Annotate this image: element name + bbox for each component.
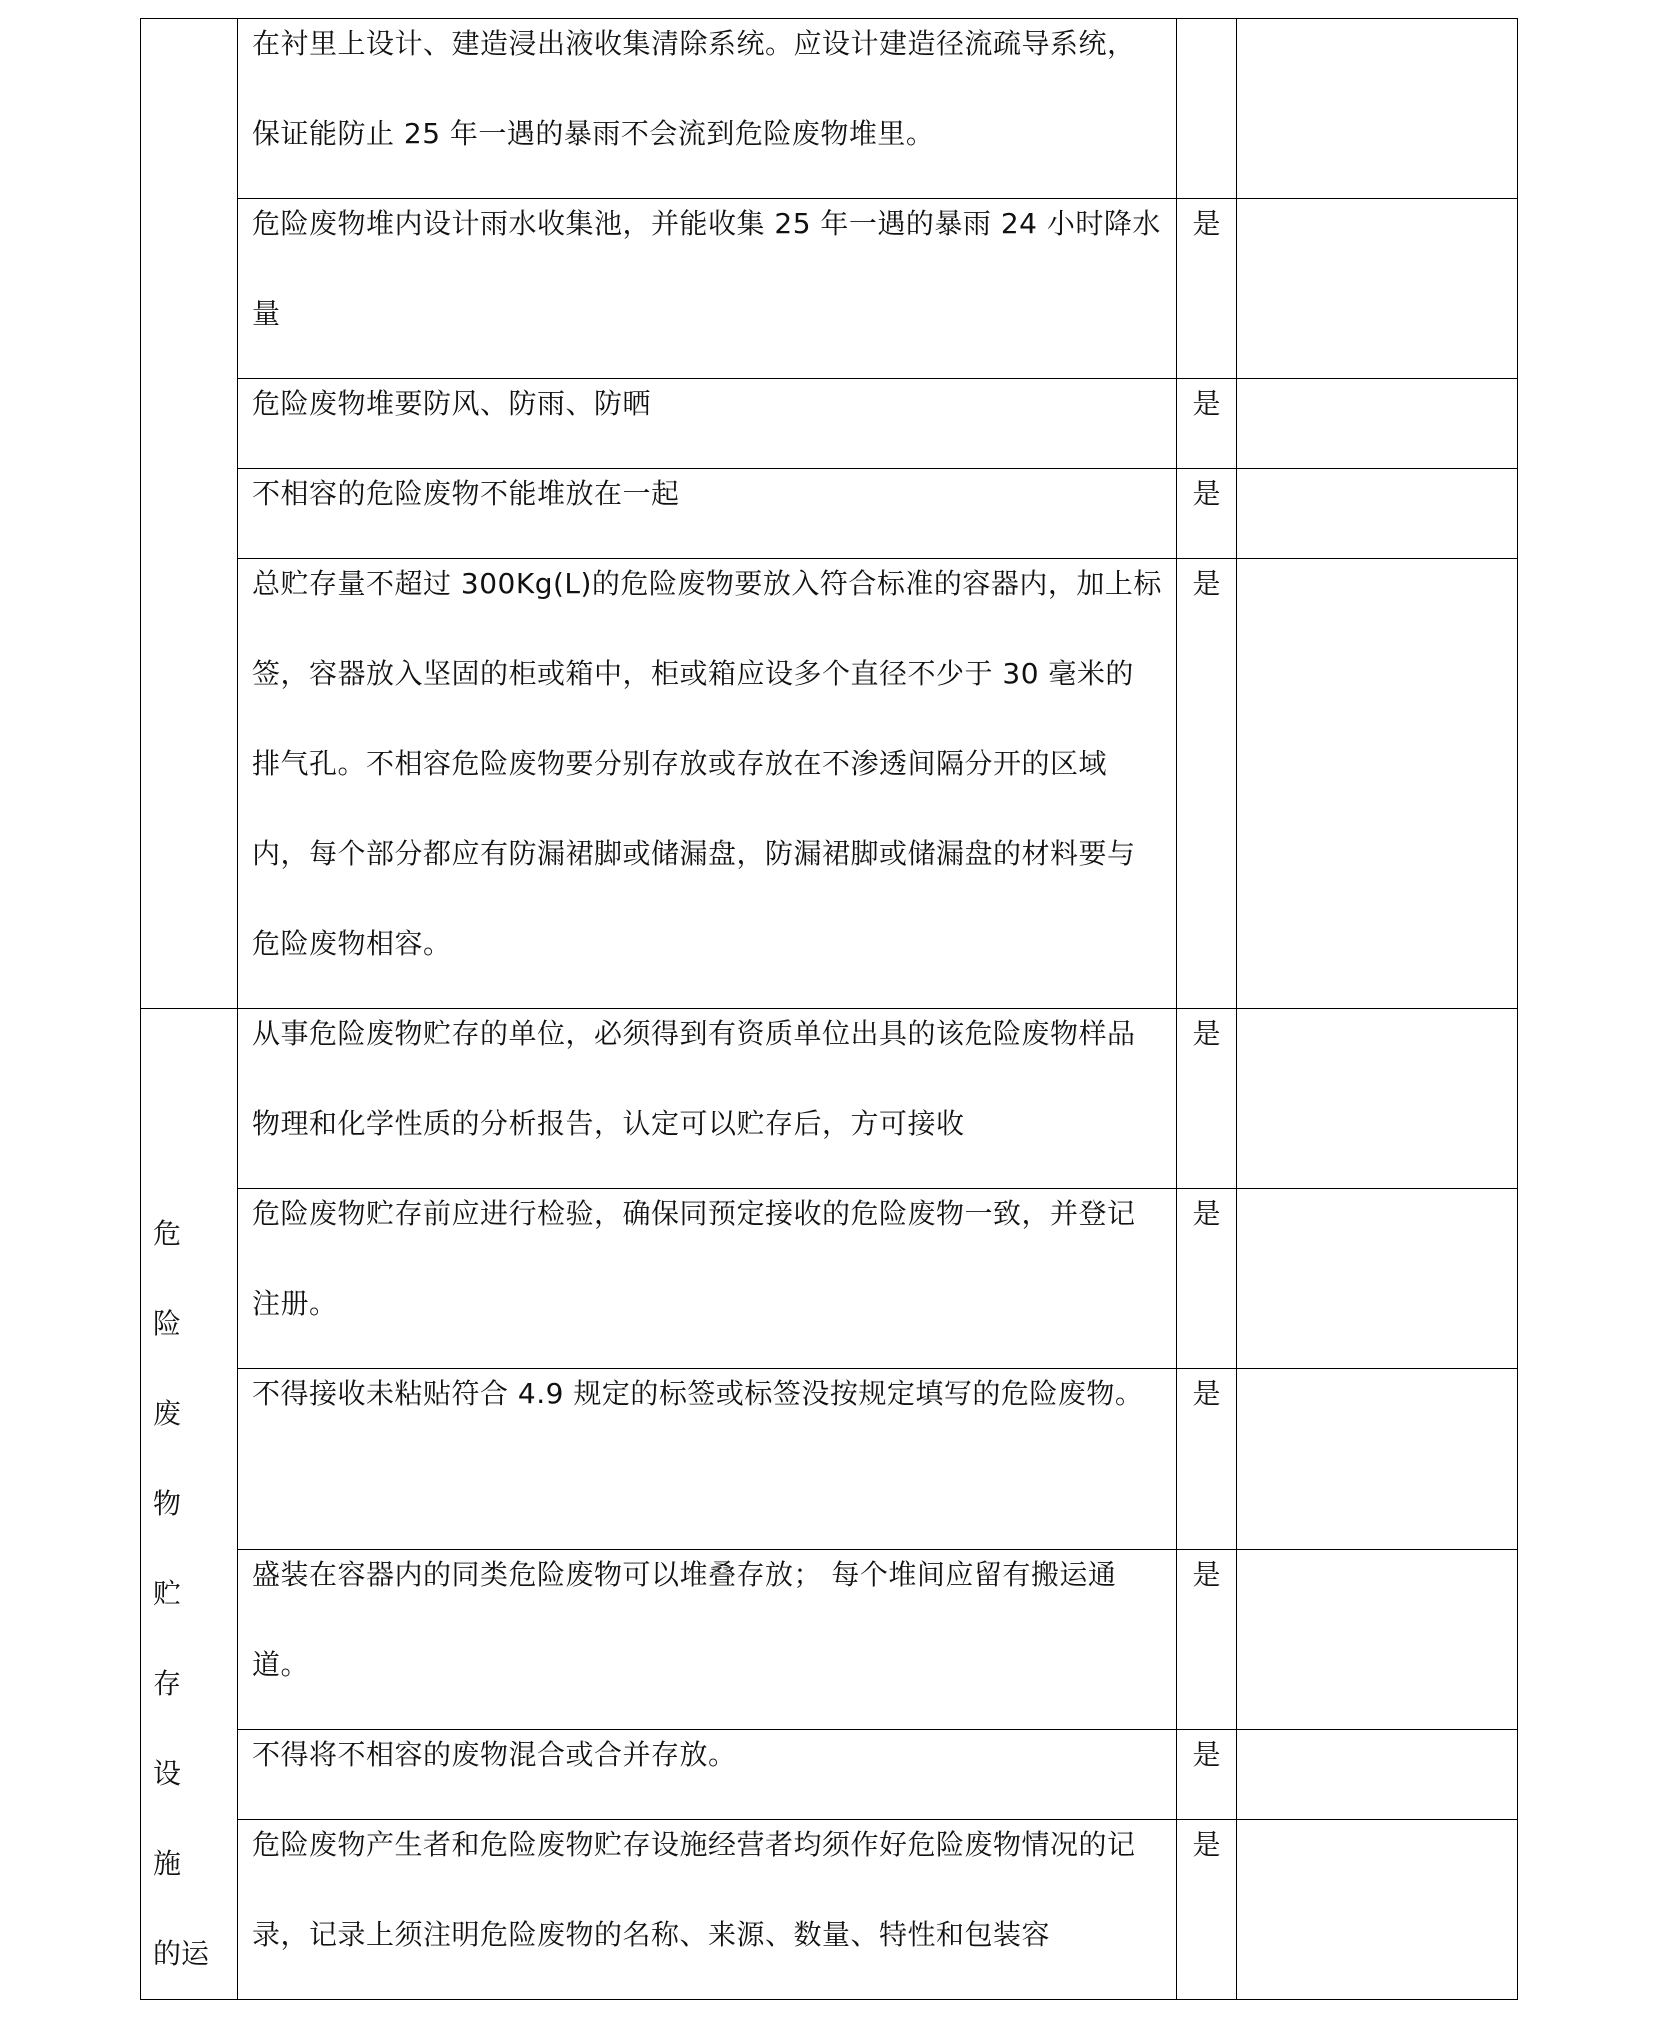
table-row: [141, 1819, 1518, 1999]
answer-cell: [1177, 19, 1237, 199]
answer-cell: 是: [1177, 1819, 1237, 1999]
note-cell: [1237, 1549, 1518, 1729]
note-cell: [1237, 199, 1518, 379]
table-row: [141, 1009, 1518, 1189]
category-label: 危 险 废 物 贮 存 设 施 的运: [153, 1217, 210, 1970]
item-cell: 不得将不相容的废物混合或合并存放。: [238, 1729, 1177, 1819]
note-cell: [1237, 1819, 1518, 1999]
note-cell: [1237, 1729, 1518, 1819]
note-cell: [1237, 1369, 1518, 1549]
item-cell: 危险废物堆要防风、防雨、防晒: [238, 379, 1177, 469]
item-cell: 危险废物贮存前应进行检验，确保同预定接收的危险废物一致，并登记注册。: [238, 1189, 1177, 1369]
answer-cell: 是: [1177, 1009, 1237, 1189]
note-cell: [1237, 19, 1518, 199]
note-cell: [1237, 559, 1518, 1009]
table-row: [141, 1189, 1518, 1369]
table-row: [141, 1369, 1518, 1549]
answer-cell: 是: [1177, 1549, 1237, 1729]
note-cell: [1237, 469, 1518, 559]
answer-cell: 是: [1177, 199, 1237, 379]
answer-cell: 是: [1177, 1729, 1237, 1819]
table-row: [141, 19, 1518, 199]
item-cell: 盛装在容器内的同类危险废物可以堆叠存放； 每个堆间应留有搬运通道。: [238, 1549, 1177, 1729]
item-cell: 危险废物堆内设计雨水收集池，并能收集 25 年一遇的暴雨 24 小时降水量: [238, 199, 1177, 379]
category-cell-empty: [141, 19, 238, 1009]
answer-cell: 是: [1177, 469, 1237, 559]
item-cell: 不相容的危险废物不能堆放在一起: [238, 469, 1177, 559]
table-row: [141, 1549, 1518, 1729]
item-cell: 从事危险废物贮存的单位，必须得到有资质单位出具的该危险废物样品物理和化学性质的分析报告，认定可以贮存后，方可接收: [238, 1009, 1177, 1189]
answer-cell: 是: [1177, 559, 1237, 1009]
answer-cell: 是: [1177, 1369, 1237, 1549]
table-row: [141, 199, 1518, 379]
note-cell: [1237, 379, 1518, 469]
item-cell: 在衬里上设计、建造浸出液收集清除系统。应设计建造径流疏导系统，保证能防止 25 年一遇的暴雨不会流到危险废物堆里。: [238, 19, 1177, 199]
answer-cell: 是: [1177, 379, 1237, 469]
item-cell: 总贮存量不超过 300Kg(L)的危险废物要放入符合标准的容器内，加上标签，容器放入坚固的柜或箱中，柜或箱应设多个直径不少于 30 毫米的排气孔。不相容危险废物要分别存放或存放在不渗透间隔分开的区域内，每个部分都应有防漏裙脚或储漏盘，防漏裙脚或储漏盘的材料要与危险废物相容。: [238, 559, 1177, 1009]
table-row: [141, 559, 1518, 1009]
item-cell: 不得接收未粘贴符合 4.9 规定的标签或标签没按规定填写的危险废物。: [238, 1369, 1177, 1549]
note-cell: [1237, 1189, 1518, 1369]
category-cell: [141, 1009, 238, 2000]
checklist-table: [140, 18, 1518, 2000]
item-cell: 危险废物产生者和危险废物贮存设施经营者均须作好危险废物情况的记录，记录上须注明危险废物的名称、来源、数量、特性和包装容: [238, 1819, 1177, 1999]
answer-cell: 是: [1177, 1189, 1237, 1369]
note-cell: [1237, 1009, 1518, 1189]
